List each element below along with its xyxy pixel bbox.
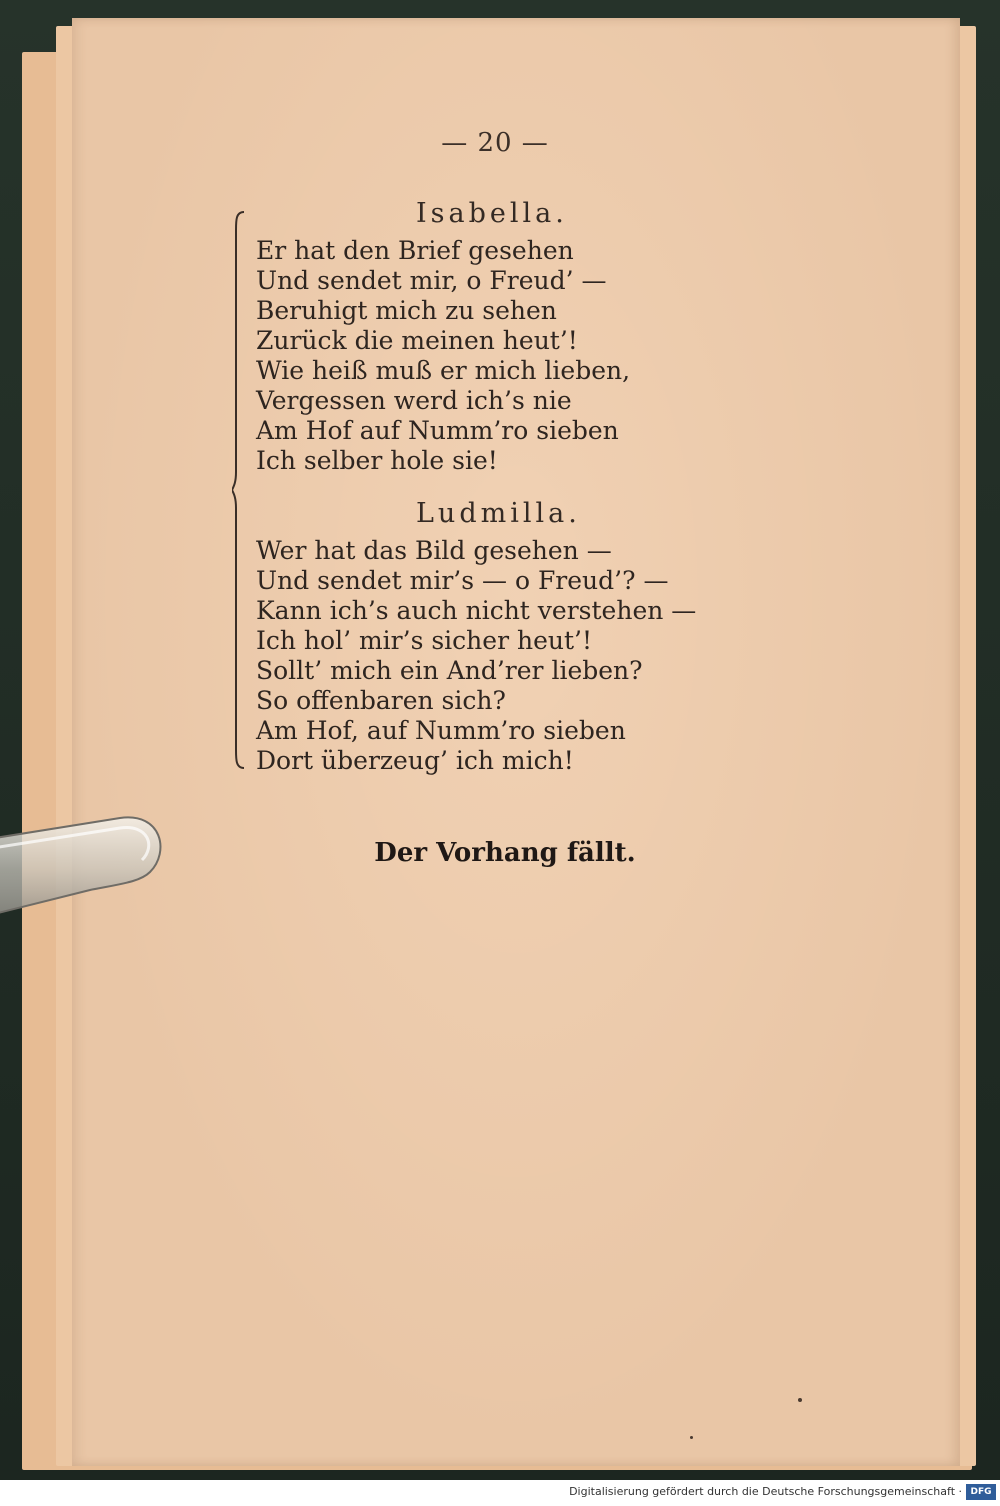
- verse-line: Ich selber hole sie!: [256, 446, 498, 475]
- verse-line: Am Hof, auf Numm’ro sieben: [256, 716, 626, 745]
- dfg-logo-icon: DFG: [966, 1484, 996, 1500]
- verse-line: Und sendet mir, o Freud’ —: [256, 266, 607, 295]
- verse-brace: [232, 210, 246, 770]
- verse-line: Sollt’ mich ein And’rer lieben?: [256, 656, 643, 685]
- speaker-isabella: Isabella.: [416, 198, 568, 229]
- verse-line: Kann ich’s auch nicht verstehen —: [256, 596, 697, 625]
- verse-line: Am Hof auf Numm’ro sieben: [256, 416, 619, 445]
- footer-bar: [0, 1480, 1000, 1506]
- ludmilla-verse: [256, 536, 696, 776]
- paper-speck: [690, 1436, 693, 1439]
- stage-direction: Der Vorhang fällt.: [374, 838, 636, 868]
- verse-line: Beruhigt mich zu sehen: [256, 296, 557, 325]
- verse-line: Wer hat das Bild gesehen —: [256, 536, 612, 565]
- verse-line: Dort überzeug’ ich mich!: [256, 746, 574, 775]
- verse-line: Wie heiß muß er mich lieben,: [256, 356, 631, 385]
- paper-speck: [798, 1398, 802, 1402]
- verse-line: Vergessen werd ich’s nie: [256, 386, 572, 415]
- speaker-ludmilla: Ludmilla.: [416, 498, 581, 529]
- page-number: — 20 —: [441, 128, 549, 158]
- footer-credit: Digitalisierung gefördert durch die Deutsche Forschungsgemeinschaft ·: [569, 1485, 962, 1498]
- glass-page-holder: [0, 812, 170, 922]
- verse-line: Zurück die meinen heut’!: [256, 326, 578, 355]
- verse-line: So offenbaren sich?: [256, 686, 506, 715]
- isabella-verse: [256, 236, 630, 476]
- verse-line: Und sendet mir’s — o Freud’? —: [256, 566, 669, 595]
- verse-line: Er hat den Brief gesehen: [256, 236, 574, 265]
- verse-line: Ich hol’ mir’s sicher heut’!: [256, 626, 592, 655]
